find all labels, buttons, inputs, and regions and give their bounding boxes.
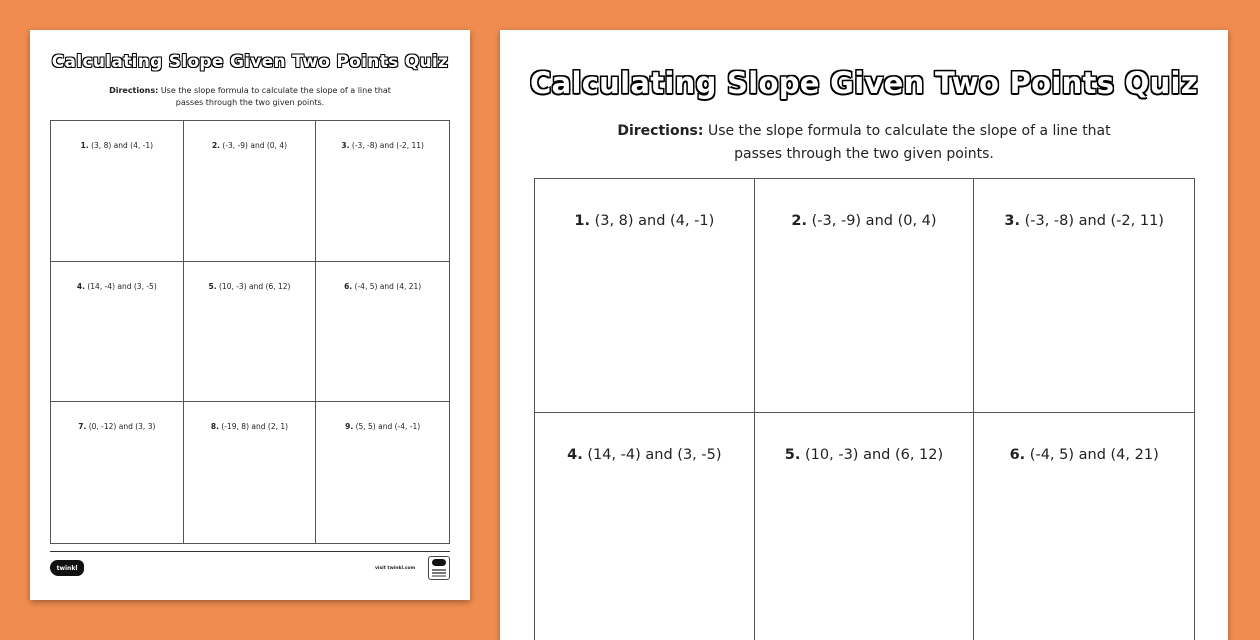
directions-text xyxy=(610,120,1118,166)
worksheet-title: Calculating Slope Given Two Points Quiz xyxy=(51,52,449,72)
footer-divider xyxy=(50,551,450,552)
problem-cell: 1. (3, 8) and (4, -1) xyxy=(535,179,755,413)
directions-label: Directions: xyxy=(109,86,159,95)
directions-label: Directions: xyxy=(617,123,704,139)
problem-cell: 5. (10, -3) and (6, 12) xyxy=(184,262,317,403)
problem-cell: 3. (-3, -8) and (-2, 11) xyxy=(974,179,1194,413)
worksheet-thumbnail xyxy=(30,30,470,600)
problem-cell: 2. (-3, -9) and (0, 4) xyxy=(755,179,975,413)
worksheet-preview xyxy=(500,30,1228,640)
directions-line-2: passes through the two given points. xyxy=(734,146,994,162)
problem-cell: 1. (3, 8) and (4, -1) xyxy=(51,121,184,262)
worksheet-title: Calculating Slope Given Two Points Quiz xyxy=(530,66,1198,100)
problem-cell: 7. (0, -12) and (3, 3) xyxy=(51,402,184,543)
problem-cell: 4. (14, -4) and (3, -5) xyxy=(535,413,755,640)
problem-cell: 6. (-4, 5) and (4, 21) xyxy=(316,262,449,403)
quality-badge-icon xyxy=(428,556,450,580)
directions-line-2: passes through the two given points. xyxy=(175,98,325,107)
footer-visit-text: visit twinkl.com xyxy=(375,566,416,571)
problem-grid xyxy=(534,178,1195,640)
directions-text xyxy=(90,85,410,109)
directions-line-1: Use the slope formula to calculate the slope of a line that xyxy=(158,86,391,95)
problem-cell: 9. (5, 5) and (-4, -1) xyxy=(345,422,421,432)
problem-grid xyxy=(50,120,450,544)
directions-line-1: Use the slope formula to calculate the slope of a line that xyxy=(703,123,1111,139)
problem-cell: 6. (-4, 5) and (4, 21) xyxy=(974,413,1194,640)
problem-cell: 8. (-19, 8) and (2, 1) xyxy=(184,402,317,543)
problem-cell: 5. (10, -3) and (6, 12) xyxy=(755,413,975,640)
problem-cell: 2. (-3, -9) and (0, 4) xyxy=(184,121,317,262)
twinkl-logo: twinkl xyxy=(50,560,84,576)
problem-cell: 4. (14, -4) and (3, -5) xyxy=(51,262,184,403)
problem-cell: 3. (-3, -8) and (-2, 11) xyxy=(316,121,449,262)
